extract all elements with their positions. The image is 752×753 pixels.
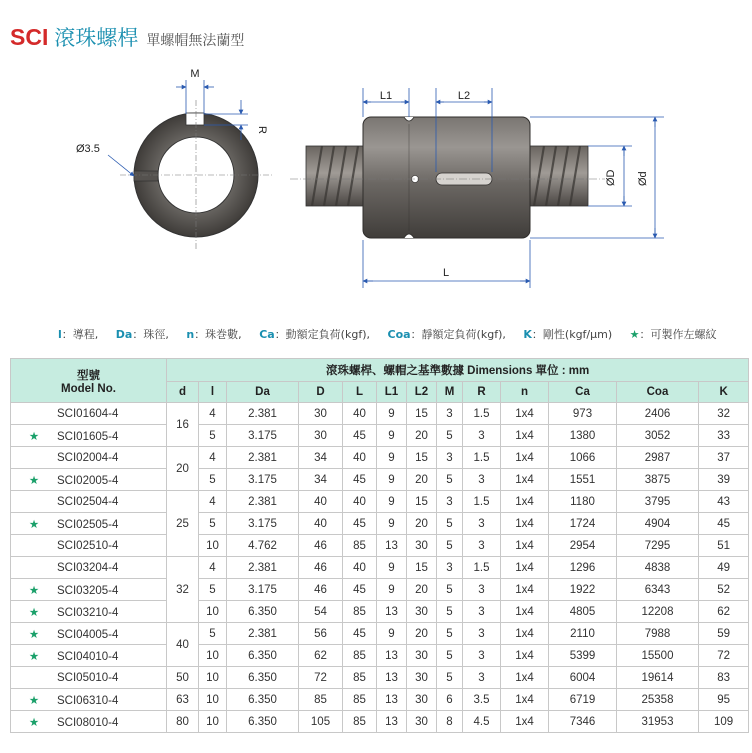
column-header-ca: Ca: [549, 382, 617, 403]
cell-r: 3: [463, 645, 501, 667]
model-cell: [11, 491, 167, 513]
cell-m: 5: [437, 645, 463, 667]
cell-r: 3: [463, 469, 501, 491]
star-icon: ★: [28, 606, 40, 619]
cell-m: 5: [437, 469, 463, 491]
cell-k: 109: [699, 711, 749, 733]
table-row: [11, 711, 749, 733]
cell-m: 5: [437, 579, 463, 601]
cell-m: 3: [437, 557, 463, 579]
cell-ca: 2954: [549, 535, 617, 557]
cell-da: 6.350: [227, 689, 299, 711]
cell-da: 6.350: [227, 667, 299, 689]
cell-l: 10: [199, 689, 227, 711]
cell-l: 10: [199, 535, 227, 557]
model-cell: [11, 579, 167, 601]
cell-d: 50: [167, 667, 199, 689]
label-l1: L1: [379, 90, 393, 102]
table-row: [11, 513, 749, 535]
column-header-d: D: [299, 382, 343, 403]
cell-m: 5: [437, 513, 463, 535]
cell-coa: 15500: [617, 645, 699, 667]
cell-l: 4: [199, 403, 227, 425]
model-cell: [11, 711, 167, 733]
cell-r: 1.5: [463, 447, 501, 469]
cell-k: 32: [699, 403, 749, 425]
cell-k: 83: [699, 667, 749, 689]
cell-l1: 13: [377, 689, 407, 711]
cell-l: 45: [343, 425, 377, 447]
cell-l2: 30: [407, 645, 437, 667]
table-row: [11, 425, 749, 447]
cell-coa: 31953: [617, 711, 699, 733]
cell-r: 3: [463, 601, 501, 623]
column-header-l1: L1: [377, 382, 407, 403]
model-cell: [11, 667, 167, 689]
model-number: SCI02510-4: [57, 539, 119, 552]
cell-d: 40: [299, 513, 343, 535]
star-icon: ★: [28, 650, 40, 663]
cell-m: 3: [437, 447, 463, 469]
cell-da: 2.381: [227, 403, 299, 425]
cell-k: 95: [699, 689, 749, 711]
table-row: [11, 667, 749, 689]
cell-r: 1.5: [463, 491, 501, 513]
cell-k: 39: [699, 469, 749, 491]
cell-l: 85: [343, 601, 377, 623]
cell-da: 6.350: [227, 645, 299, 667]
label-hole: Ø3.5: [76, 143, 100, 155]
cell-l1: 9: [377, 513, 407, 535]
legend-sym-k: K: [523, 328, 532, 341]
cell-d: 40: [167, 623, 199, 667]
cell-k: 59: [699, 623, 749, 645]
cell-n: 1x4: [501, 667, 549, 689]
model-header: 型號 Model No.: [11, 359, 167, 403]
cell-l: 40: [343, 557, 377, 579]
side-view: [290, 117, 605, 238]
legend-sym-n: n: [186, 328, 195, 341]
cell-n: 1x4: [501, 513, 549, 535]
model-number: SCI05010-4: [57, 671, 119, 684]
model-cell: [11, 535, 167, 557]
model-number: SCI06310-4: [57, 694, 119, 707]
end-view: [108, 80, 272, 250]
cell-coa: 6343: [617, 579, 699, 601]
series-subtitle: 單螺帽無法蘭型: [146, 33, 245, 49]
legend-text-n: ：珠巻數,: [194, 328, 242, 341]
cell-d: 46: [299, 579, 343, 601]
cell-d: 56: [299, 623, 343, 645]
table-row: [11, 579, 749, 601]
cell-r: 3: [463, 513, 501, 535]
model-cell: [11, 645, 167, 667]
cell-d: 30: [299, 403, 343, 425]
cell-coa: 25358: [617, 689, 699, 711]
model-number: SCI01604-4: [57, 407, 119, 420]
cell-r: 3: [463, 667, 501, 689]
cell-l1: 13: [377, 667, 407, 689]
model-cell: [11, 557, 167, 579]
cell-n: 1x4: [501, 425, 549, 447]
table-row: [11, 491, 749, 513]
cell-ca: 6719: [549, 689, 617, 711]
table-row: [11, 601, 749, 623]
cell-n: 1x4: [501, 403, 549, 425]
cell-k: 62: [699, 601, 749, 623]
cell-r: 3: [463, 535, 501, 557]
cell-l2: 30: [407, 689, 437, 711]
column-header-da: Da: [227, 382, 299, 403]
cell-ca: 1551: [549, 469, 617, 491]
star-icon: ★: [28, 584, 40, 597]
series-code: SCI: [10, 24, 49, 50]
cell-l: 85: [343, 535, 377, 557]
cell-m: 6: [437, 689, 463, 711]
cell-da: 6.350: [227, 601, 299, 623]
table-row: [11, 469, 749, 491]
label-od-small: ØD: [605, 169, 617, 186]
cell-n: 1x4: [501, 711, 549, 733]
column-header-coa: Coa: [617, 382, 699, 403]
label-r: R: [256, 126, 268, 134]
cell-l2: 30: [407, 535, 437, 557]
table-row: [11, 535, 749, 557]
cell-l1: 13: [377, 645, 407, 667]
label-l2: L2: [457, 90, 471, 102]
cell-d: 46: [299, 557, 343, 579]
cell-k: 51: [699, 535, 749, 557]
cell-ca: 2110: [549, 623, 617, 645]
column-header-d: d: [167, 382, 199, 403]
legend-text-star: ：可製作左螺紋: [639, 328, 717, 341]
cell-r: 1.5: [463, 403, 501, 425]
cell-d: 54: [299, 601, 343, 623]
model-number: SCI04005-4: [57, 628, 119, 641]
cell-l: 5: [199, 513, 227, 535]
column-header-l2: L2: [407, 382, 437, 403]
cell-d: 25: [167, 491, 199, 557]
cell-d: 46: [299, 535, 343, 557]
table-row: [11, 623, 749, 645]
cell-m: 3: [437, 403, 463, 425]
star-icon: ★: [28, 518, 40, 531]
cell-n: 1x4: [501, 557, 549, 579]
cell-ca: 6004: [549, 667, 617, 689]
table-row: [11, 645, 749, 667]
cell-k: 33: [699, 425, 749, 447]
cell-l: 10: [199, 601, 227, 623]
model-cell: [11, 623, 167, 645]
table-row: [11, 689, 749, 711]
cell-l2: 30: [407, 667, 437, 689]
cell-coa: 7988: [617, 623, 699, 645]
cell-l2: 30: [407, 711, 437, 733]
cell-n: 1x4: [501, 579, 549, 601]
cell-n: 1x4: [501, 623, 549, 645]
model-number: SCI03205-4: [57, 584, 119, 597]
cell-l: 40: [343, 403, 377, 425]
model-cell: [11, 689, 167, 711]
cell-d: 62: [299, 645, 343, 667]
cell-da: 4.762: [227, 535, 299, 557]
model-number: SCI04010-4: [57, 650, 119, 663]
cell-n: 1x4: [501, 469, 549, 491]
cell-l: 5: [199, 579, 227, 601]
column-header-n: n: [501, 382, 549, 403]
cell-coa: 3052: [617, 425, 699, 447]
table-row: [11, 403, 749, 425]
cell-n: 1x4: [501, 447, 549, 469]
cell-r: 4.5: [463, 711, 501, 733]
legend-text-coa: ：靜額定負荷(kgf),: [410, 328, 506, 341]
star-icon: ★: [28, 716, 40, 729]
cell-l1: 9: [377, 557, 407, 579]
cell-ca: 1724: [549, 513, 617, 535]
cell-k: 52: [699, 579, 749, 601]
cell-da: 2.381: [227, 557, 299, 579]
model-number: SCI02505-4: [57, 518, 119, 531]
cell-ca: 1296: [549, 557, 617, 579]
cell-l: 5: [199, 623, 227, 645]
cell-da: 6.350: [227, 711, 299, 733]
cell-da: 3.175: [227, 579, 299, 601]
cell-l1: 9: [377, 447, 407, 469]
cell-coa: 19614: [617, 667, 699, 689]
cell-coa: 12208: [617, 601, 699, 623]
cell-d: 30: [299, 425, 343, 447]
cell-ca: 973: [549, 403, 617, 425]
cell-l2: 20: [407, 513, 437, 535]
cell-da: 2.381: [227, 491, 299, 513]
cell-l1: 9: [377, 469, 407, 491]
cell-l: 85: [343, 667, 377, 689]
cell-ca: 4805: [549, 601, 617, 623]
cell-ca: 7346: [549, 711, 617, 733]
cell-k: 72: [699, 645, 749, 667]
legend-sym-lead: l: [58, 328, 62, 341]
model-cell: [11, 469, 167, 491]
cell-da: 3.175: [227, 425, 299, 447]
model-number: SCI01605-4: [57, 430, 119, 443]
cell-coa: 4838: [617, 557, 699, 579]
model-number: SCI02504-4: [57, 495, 119, 508]
label-l: L: [442, 267, 450, 279]
cell-l1: 13: [377, 535, 407, 557]
cell-da: 3.175: [227, 469, 299, 491]
cell-r: 1.5: [463, 557, 501, 579]
label-od-large: Ød: [637, 171, 649, 186]
model-cell: [11, 425, 167, 447]
cell-d: 32: [167, 557, 199, 623]
legend-text-lead: ：導程,: [61, 328, 99, 341]
cell-da: 2.381: [227, 623, 299, 645]
cell-l: 45: [343, 469, 377, 491]
legend-text-ca: ：動額定負荷(kgf),: [274, 328, 370, 341]
spec-table: [10, 358, 749, 733]
cell-l2: 15: [407, 447, 437, 469]
column-header-l: L: [343, 382, 377, 403]
cell-l2: 20: [407, 425, 437, 447]
cell-da: 2.381: [227, 447, 299, 469]
cell-r: 3: [463, 425, 501, 447]
cell-m: 5: [437, 601, 463, 623]
cell-m: 3: [437, 491, 463, 513]
cell-m: 5: [437, 535, 463, 557]
cell-d: 63: [167, 689, 199, 711]
legend-sym-coa: Coa: [387, 328, 411, 341]
cell-l: 4: [199, 447, 227, 469]
cell-l: 10: [199, 645, 227, 667]
model-number: SCI03210-4: [57, 606, 119, 619]
cell-l2: 20: [407, 579, 437, 601]
star-icon: ★: [629, 328, 640, 341]
label-m: M: [190, 68, 200, 80]
cell-k: 49: [699, 557, 749, 579]
cell-coa: 7295: [617, 535, 699, 557]
cell-ca: 1180: [549, 491, 617, 513]
model-cell: [11, 403, 167, 425]
cell-l: 85: [343, 645, 377, 667]
cell-l: 85: [343, 711, 377, 733]
cell-l1: 9: [377, 491, 407, 513]
model-cell: [11, 601, 167, 623]
technical-drawing: [0, 60, 752, 320]
cell-ca: 1922: [549, 579, 617, 601]
model-number: SCI02005-4: [57, 474, 119, 487]
group-header: 滾珠螺桿、螺帽之基準數據 Dimensions 單位 : mm: [167, 359, 749, 382]
cell-d: 105: [299, 711, 343, 733]
cell-d: 16: [167, 403, 199, 447]
cell-ca: 1380: [549, 425, 617, 447]
cell-n: 1x4: [501, 645, 549, 667]
cell-l1: 13: [377, 711, 407, 733]
cell-l2: 15: [407, 491, 437, 513]
column-header-r: R: [463, 382, 501, 403]
cell-l: 10: [199, 667, 227, 689]
cell-l: 4: [199, 557, 227, 579]
cell-l2: 20: [407, 469, 437, 491]
cell-r: 3: [463, 579, 501, 601]
cell-m: 5: [437, 667, 463, 689]
cell-n: 1x4: [501, 491, 549, 513]
cell-coa: 2406: [617, 403, 699, 425]
legend-text-k: ：剛性(kgf/μm): [531, 328, 613, 341]
star-icon: ★: [28, 430, 40, 443]
cell-d: 72: [299, 667, 343, 689]
column-header-k: K: [699, 382, 749, 403]
cell-d: 34: [299, 469, 343, 491]
cell-coa: 2987: [617, 447, 699, 469]
cell-l: 45: [343, 513, 377, 535]
cell-da: 3.175: [227, 513, 299, 535]
cell-d: 34: [299, 447, 343, 469]
cell-l: 5: [199, 425, 227, 447]
cell-n: 1x4: [501, 535, 549, 557]
cell-l: 5: [199, 469, 227, 491]
cell-d: 85: [299, 689, 343, 711]
star-icon: ★: [28, 628, 40, 641]
model-number: SCI08010-4: [57, 716, 119, 729]
table-row: [11, 447, 749, 469]
column-header-m: M: [437, 382, 463, 403]
cell-coa: 3795: [617, 491, 699, 513]
table-row: [11, 557, 749, 579]
cell-k: 43: [699, 491, 749, 513]
cell-ca: 1066: [549, 447, 617, 469]
cell-m: 8: [437, 711, 463, 733]
cell-d: 40: [299, 491, 343, 513]
cell-l: 40: [343, 447, 377, 469]
legend-sym-da: Da: [115, 328, 133, 341]
cell-n: 1x4: [501, 689, 549, 711]
legend-sym-ca: Ca: [259, 328, 275, 341]
cell-l1: 9: [377, 623, 407, 645]
cell-k: 45: [699, 513, 749, 535]
cell-coa: 3875: [617, 469, 699, 491]
cell-r: 3: [463, 623, 501, 645]
cell-k: 37: [699, 447, 749, 469]
cell-l2: 20: [407, 623, 437, 645]
cell-l: 10: [199, 711, 227, 733]
model-cell: [11, 447, 167, 469]
legend-text-da: ：珠徑,: [132, 328, 169, 341]
cell-l1: 13: [377, 601, 407, 623]
cell-ca: 5399: [549, 645, 617, 667]
star-icon: ★: [28, 694, 40, 707]
cell-l1: 9: [377, 403, 407, 425]
cell-d: 20: [167, 447, 199, 491]
model-cell: [11, 513, 167, 535]
cell-l2: 15: [407, 557, 437, 579]
model-number: SCI02004-4: [57, 451, 119, 464]
page-title: [10, 22, 244, 52]
cell-l: 45: [343, 579, 377, 601]
cell-l1: 9: [377, 425, 407, 447]
cell-l1: 9: [377, 579, 407, 601]
model-number: SCI03204-4: [57, 561, 119, 574]
cell-l: 45: [343, 623, 377, 645]
cell-l: 85: [343, 689, 377, 711]
cell-d: 80: [167, 711, 199, 733]
cell-m: 5: [437, 425, 463, 447]
cell-coa: 4904: [617, 513, 699, 535]
cell-r: 3.5: [463, 689, 501, 711]
symbol-legend: [58, 326, 717, 342]
cell-m: 5: [437, 623, 463, 645]
column-header-l: l: [199, 382, 227, 403]
star-icon: ★: [28, 474, 40, 487]
cell-l: 40: [343, 491, 377, 513]
cell-l: 4: [199, 491, 227, 513]
series-name: 滾珠螺桿: [54, 26, 139, 50]
cell-n: 1x4: [501, 601, 549, 623]
cell-l2: 30: [407, 601, 437, 623]
cell-l2: 15: [407, 403, 437, 425]
